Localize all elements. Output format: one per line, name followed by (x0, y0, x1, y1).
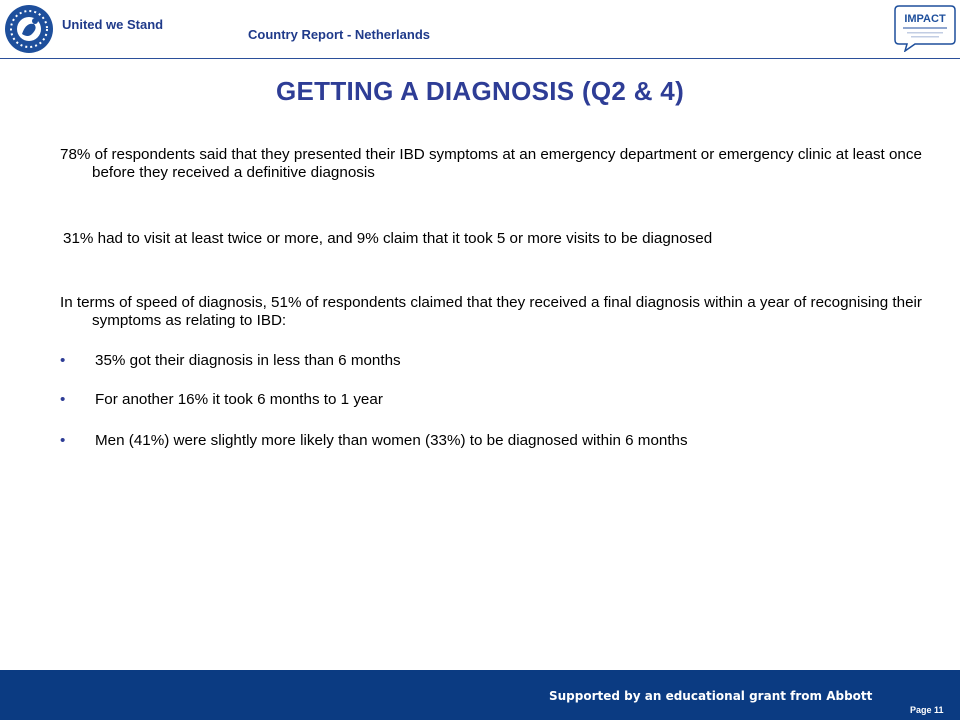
slide-header (0, 0, 960, 58)
paragraph-speed-of-diagnosis: In terms of speed of diagnosis, 51% of respondents claimed that they received a final diagnosis within a year of recognising their symptoms as relating to IBD: (60, 294, 922, 329)
page-title: GETTING A DIAGNOSIS (Q2 & 4) (275, 76, 685, 106)
organization-name: United we Stand (62, 17, 164, 32)
list-item-text: For another 16% it took 6 months to 1 year (95, 391, 383, 408)
impact-logo-icon (893, 2, 957, 52)
united-we-stand-logo-icon (4, 4, 54, 54)
footer-support-text: Supported by an educational grant from Abbott (549, 689, 873, 703)
bullet-icon: • (60, 432, 66, 449)
paragraph-repeat-visits: 31% had to visit at least twice or more, and 9% claim that it took 5 or more visits to be diagnosed (63, 230, 713, 247)
list-item-text: Men (41%) were slightly more likely than women (33%) to be diagnosed within 6 months (95, 432, 688, 449)
list-item-text: 35% got their diagnosis in less than 6 months (95, 352, 401, 369)
bullet-icon: • (60, 352, 66, 369)
paragraph-emergency-visits: 78% of respondents said that they presented their IBD symptoms at an emergency department or emergency clinic at least once before they received a definitive diagnosis (60, 146, 922, 181)
header-divider (0, 58, 960, 59)
report-title: Country Report - Netherlands (248, 27, 431, 42)
bullet-icon: • (60, 391, 66, 408)
impact-logo-text: IMPACT (904, 13, 946, 25)
page-number: Page 11 (910, 705, 944, 715)
